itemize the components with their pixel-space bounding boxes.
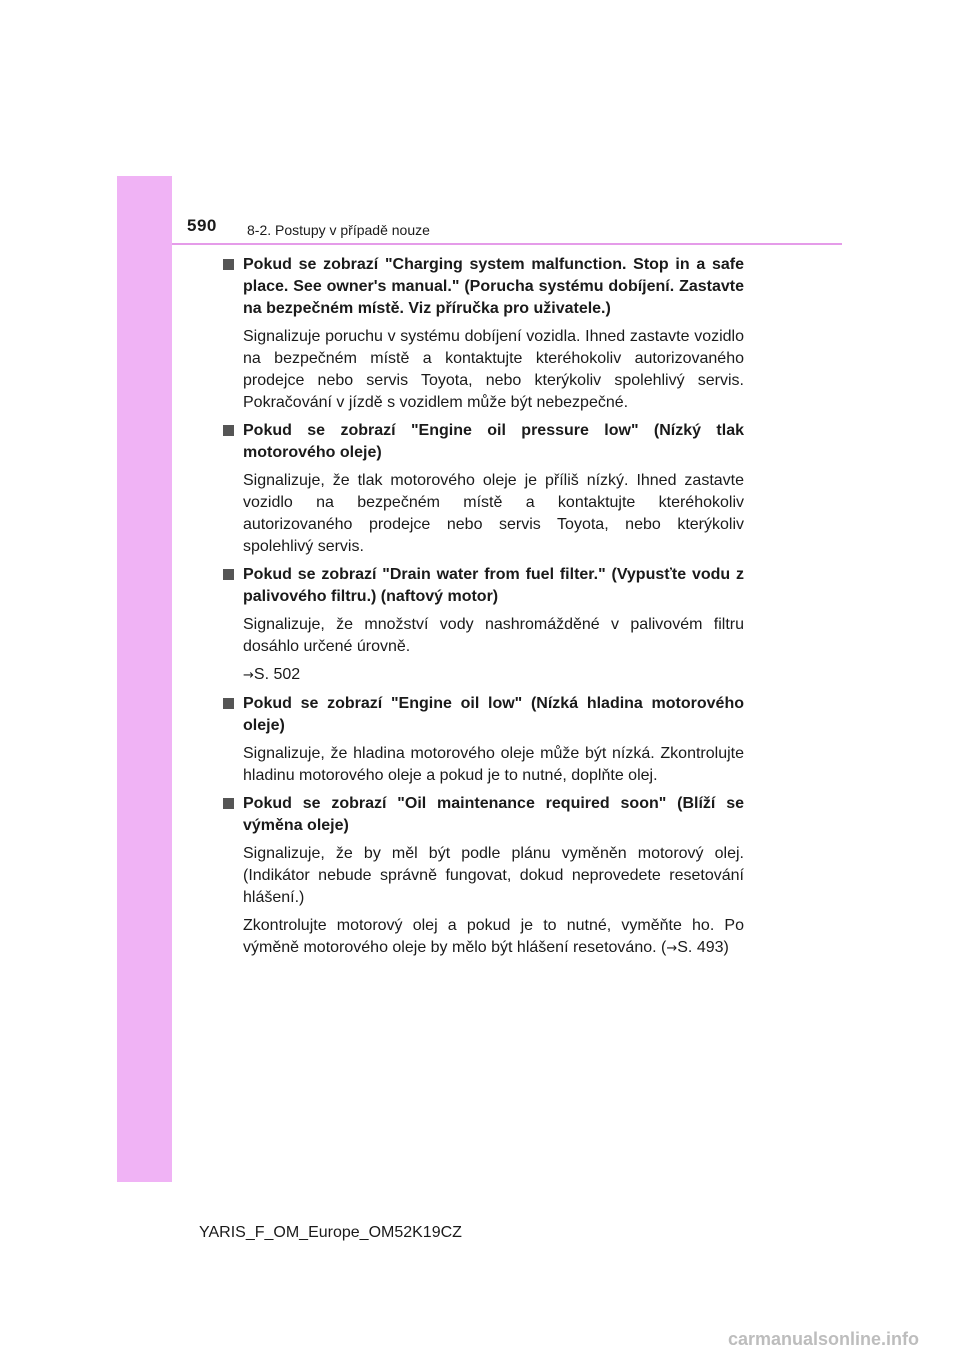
chapter-title: 8-2. Postupy v případě nouze [247,222,430,238]
arrow-right-icon: → [666,941,678,956]
watermark: carmanualsonline.info [728,1329,920,1349]
page-reference [218,664,744,687]
square-bullet-icon [223,259,234,270]
section-title: Pokud se zobrazí "Drain water from fuel filter." (Vypusťte vodu z palivového filtru.) (naftový motor) [243,566,744,605]
section-text-2: Zkontrolujte motorový olej a pokud je to nutné, vyměňte ho. Po výměně motorového oleje by mělo být hlášení resetováno. (→S. 493) [243,917,744,956]
section-oil-maintenance [218,793,744,960]
section-text: Signalizuje, že by měl být podle plánu vyměněn motorový olej. (Indikátor nebude správně fungovat, dokud neprovedete resetování hlášení.) [243,845,744,906]
reference-text: S. 502 [253,666,301,683]
document-code: YARIS_F_OM_Europe_OM52K19CZ [199,1224,462,1241]
section-title: Pokud se zobrazí "Charging system malfunction. Stop in a safe place. See owner's manual." (Porucha systému dobíjení. Zastavte na bezpečném místě. Viz příručka pro uživatele.) [243,256,744,317]
section-oil-pressure [218,420,744,558]
section-text: Signalizuje, že hladina motorového oleje může být nízká. Zkontrolujte hladinu motorového oleje a pokud je to nutné, doplňte olej. [243,745,744,784]
square-bullet-icon [223,798,234,809]
section-text: Signalizuje, že tlak motorového oleje je příliš nízký. Ihned zastavte vozidlo na bezpečném místě a kontaktujte kteréhokoliv autorizovaného prodejce nebo servis Toyota, nebo kterýkoliv spolehlivý servis. [243,472,744,555]
square-bullet-icon [223,569,234,580]
section-text: Signalizuje, že množství vody nashromážděné v palivovém filtru dosáhlo určené úrovně. [243,616,744,655]
main-content [218,254,744,966]
page-number: 590 [187,216,217,235]
section-title: Pokud se zobrazí "Engine oil pressure low" (Nízký tlak motorového oleje) [243,422,744,461]
square-bullet-icon [223,698,234,709]
square-bullet-icon [223,425,234,436]
section-fuel-filter [218,564,744,687]
section-title: Pokud se zobrazí "Engine oil low" (Nízká hladina motorového oleje) [243,695,744,734]
section-text: Signalizuje poruchu v systému dobíjení vozidla. Ihned zastavte vozidlo na bezpečném místě a kontaktujte kteréhokoliv autorizovaného prodejce nebo servis Toyota, nebo kterýkoliv spolehlivý servis. Pokračování v jízdě s vozidlem může být nebezpečné. [243,328,744,411]
header-divider [172,243,842,245]
section-charging-system [218,254,744,414]
section-oil-low [218,693,744,787]
section-title: Pokud se zobrazí "Oil maintenance required soon" (Blíží se výměna oleje) [243,795,744,834]
arrow-right-icon: → [243,668,254,683]
side-color-band [117,176,172,1182]
